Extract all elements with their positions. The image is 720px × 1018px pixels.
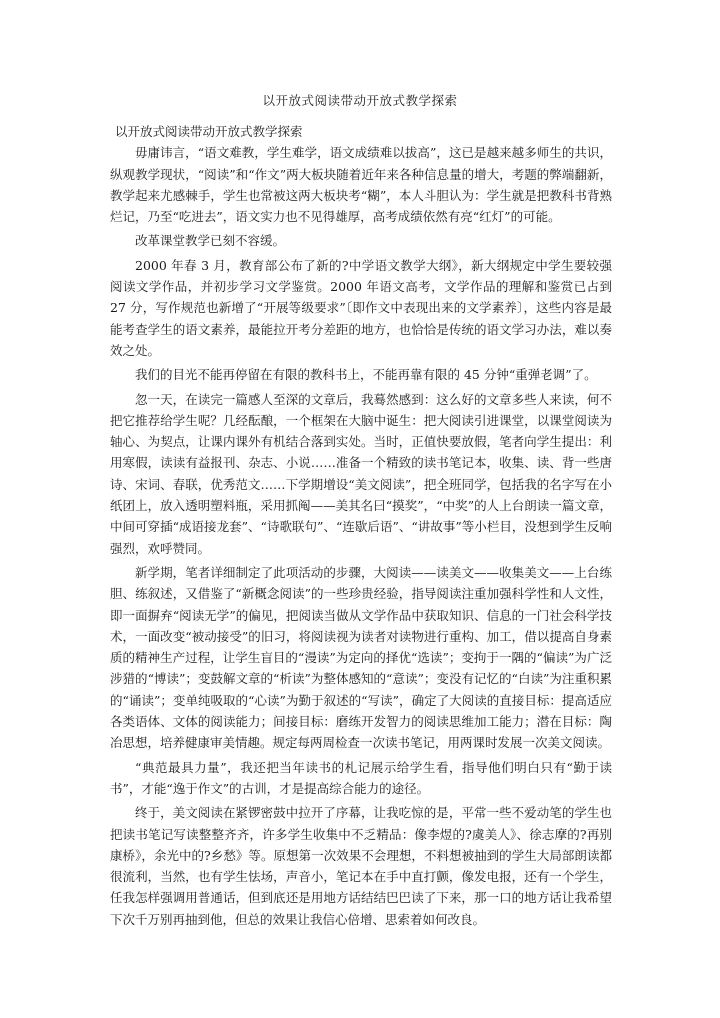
paragraph: 改革课堂教学已刻不容缓。 xyxy=(135,233,286,249)
paragraph: 我们的目光不能再停留在有限的教科书上，不能再靠有限的 45 分钟“重弹老调”了。 xyxy=(135,367,597,383)
document-body xyxy=(110,121,612,933)
paragraph: 毋庸讳言，“语文难教，学生难学，语文成绩难以拔高”，这已是越来越多师生的共识，纵观教学现状，“阅读”和“作文”两大板块随着近年来各种信息量的增大，考题的弊端翻新，教学起来尤感棘手，学生也常被这两大板块考“糊”，本人斗胆认为：学生就是把教科书背熟烂记，乃至“吃进去”，语文实力也不见得雄厚，高考成绩依然有亮“红灯”的可能。 xyxy=(110,145,612,225)
document-subtitle: 以开放式阅读带动开放式教学探索 xyxy=(115,124,303,139)
paragraph: 忽一天，在读完一篇感人至深的文章后，我蓦然感到：这么好的文章多些人来读，何不把它推荐给学生呢？几经酝酿，一个框架在大脑中诞生：把大阅读引进课堂，以课堂阅读为轴心、为契点，让课内课外有机结合落到实处。当时，正值快要放假，笔者向学生提出：利用寒假，读读有益报刊、杂志、小说……准备一个精致的读书笔记本，收集、读、背一些唐诗、宋词、春联，优秀范文……下学期增设“美文阅读”，把全班同学，包括我的名字写在小纸团上，放入透明塑料瓶，采用抓阄——美其名曰“摸奖”，“中奖”的人上台朗读一篇文章，中间可穿插“成语接龙套”、“诗歌联句”、“连歇后语”、“讲故事”等小栏目，没想到学生反响强烈，欢呼赞同。 xyxy=(110,391,612,556)
paragraph: “典范最具力量”，我还把当年读书的札记展示给学生看，指导他们明白只有“勤于读书”，才能“逸于作文”的古训，才是提高综合能力的途径。 xyxy=(110,759,612,796)
document-title: 以开放式阅读带动开放式教学探索 xyxy=(262,93,458,108)
paragraph: 新学期，笔者详细制定了此项活动的步骤，大阅读——读美文——收集美文——上台练胆、练叙述，又借鉴了“新概念阅读”的一些珍贵经验，指导阅读注重加强科学性和人文性，即一面摒弃“阅读无学”的偏见，把阅读当做从文学作品中获取知识、信息的一门社会科学技术，一面改变“被动接受”的旧习，将阅读视为读者对读物进行重构、加工，借以提高自身素质的精神生产过程，让学生盲目的“漫读”为定向的择优“选读”；变拘于一隅的“偏读”为广泛涉猎的“博读”；变鼓解文章的“析读”为整体感知的“意读”；变没有记忆的“白读”为注重积累的“诵读”；变单纯吸取的“心读”为勤于叙述的“写读”，确定了大阅读的直接目标：提高适应各类语体、文体的阅读能力；间接目标：磨练开发智力的阅读思维加工能力；潜在目标：陶冶思想，培养健康审美情趣。规定每两周检查一次读书笔记，用两课时发展一次美文阅读。 xyxy=(110,564,612,751)
paragraph: 终于，美文阅读在紧锣密鼓中拉开了序幕，让我吃惊的是，平常一些不爱动笔的学生也把读书笔记写读整整齐齐，许多学生收集中不乏精品：像李煜的?虞美人》、徐志摩的?再别康桥》，余光中的?乡愁》等。原想第一次效果不会理想，不料想被抽到的学生大局部朗读都很流利，当然，也有学生怯场，声音小，笔记本在手中直打颤，像发电报，还有一个学生，任我怎样强调用普通话，但到底还是用地方话结结巴巴读了下来，那一口的地方话让我希望下次千万别再抽到他，但总的效果让我信心倍增、思索着如何改良。 xyxy=(110,805,612,927)
paragraph: 2000 年春 3 月，教育部公布了新的?中学语文教学大纲》，新大纲规定中学生要较强阅读文学作品，并初步学习文学鉴赏。2000 年语文高考，文学作品的理解和鉴赏已占到 27 分，写作规范也新增了“开展等级要求”〔即作文中表现出来的文学素养〕，这些内容是最能考查学生的语文素养，最能拉开考分差距的地方，也恰恰是传统的语文学习办法，难以奏效之处。 xyxy=(110,257,612,358)
